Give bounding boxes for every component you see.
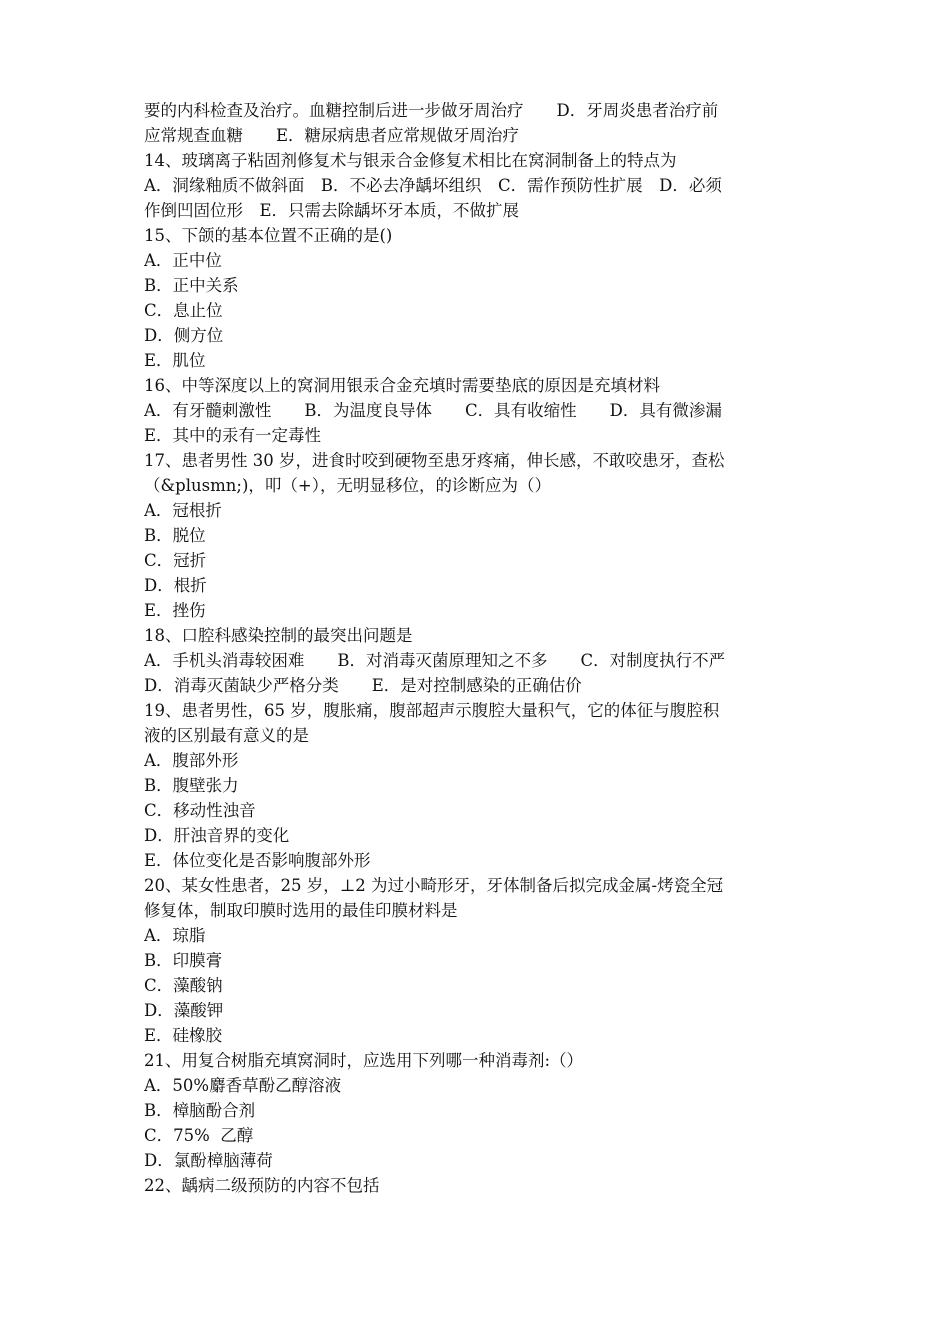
text-line: C．藻酸钠 <box>144 976 223 995</box>
text-line: E．挫伤 <box>144 601 206 620</box>
text-line: A．冠根折 <box>144 501 222 520</box>
text-line: B．腹壁张力 <box>144 776 239 795</box>
text-line: （&plusmn;)，叩（+），无明显移位，的诊断应为（） <box>144 476 551 495</box>
document-body <box>144 98 810 1198</box>
text-line: A．有牙髓刺激性 B．为温度良导体 C．具有收缩性 D．具有微渗漏 <box>144 401 722 420</box>
text-line: B．脱位 <box>144 526 206 545</box>
text-line: 20、某女性患者，25 岁，⊥2 为过小畸形牙，牙体制备后拟完成金属-烤瓷全冠 <box>144 876 724 895</box>
text-line: E．其中的汞有一定毒性 <box>144 426 322 445</box>
text-line: 17、患者男性 30 岁，进食时咬到硬物至患牙疼痛，伸长感，不敢咬患牙，查松 <box>144 451 725 470</box>
text-line: 21、用复合树脂充填窝洞时，应选用下列哪一种消毒剂:（） <box>144 1051 584 1070</box>
text-line: C．息止位 <box>144 301 223 320</box>
text-line: 18、口腔科感染控制的最突出问题是 <box>144 626 413 645</box>
text-line: E．肌位 <box>144 351 206 370</box>
text-line: D．肝浊音界的变化 <box>144 826 290 845</box>
text-line: A．腹部外形 <box>144 751 239 770</box>
text-line: C．移动性浊音 <box>144 801 256 820</box>
text-line: A．琼脂 <box>144 926 206 945</box>
text-line: 22、龋病二级预防的内容不包括 <box>144 1176 380 1195</box>
text-line: B．印膜膏 <box>144 951 223 970</box>
text-line: D．藻酸钾 <box>144 1001 224 1020</box>
text-line: 16、中等深度以上的窝洞用银汞合金充填时需要垫底的原因是充填材料 <box>144 376 660 395</box>
text-line: 19、患者男性，65 岁，腹胀痛，腹部超声示腹腔大量积气，它的体征与腹腔积 <box>144 701 720 720</box>
text-line: 15、下颌的基本位置不正确的是() <box>144 226 393 245</box>
text-line: 14、玻璃离子粘固剂修复术与银汞合金修复术相比在窝洞制备上的特点为 <box>144 151 677 170</box>
text-line: B．樟脑酚合剂 <box>144 1101 256 1120</box>
text-line: D．根折 <box>144 576 207 595</box>
text-line: E．硅橡胶 <box>144 1026 223 1045</box>
text-line: 应常规查血糖 E．糖尿病患者应常规做牙周治疗 <box>144 126 520 145</box>
text-line: A．50%麝香草酚乙醇溶液 <box>144 1076 342 1095</box>
text-line: D．氯酚樟脑薄荷 <box>144 1151 273 1170</box>
text-line: E．体位变化是否影响腹部外形 <box>144 851 371 870</box>
text-line: 要的内科检查及治疗。血糖控制后进一步做牙周治疗 D．牙周炎患者治疗前 <box>144 101 719 120</box>
text-line: B．正中关系 <box>144 276 239 295</box>
text-line: D．侧方位 <box>144 326 224 345</box>
text-line: 作倒凹固位形 E．只需去除龋坏牙本质，不做扩展 <box>144 201 520 220</box>
text-line: A．洞缘釉质不做斜面 B．不必去净龋坏组织 C．需作预防性扩展 D．必须 <box>144 176 722 195</box>
text-line: 修复体，制取印膜时选用的最佳印膜材料是 <box>144 901 458 920</box>
text-line: A．正中位 <box>144 251 222 270</box>
text-line: C．冠折 <box>144 551 207 570</box>
text-line: C．75% 乙醇 <box>144 1126 254 1145</box>
text-line: A．手机头消毒较困难 B．对消毒灭菌原理知之不多 C．对制度执行不严 <box>144 651 726 670</box>
text-line: D．消毒灭菌缺少严格分类 E．是对控制感染的正确估价 <box>144 676 582 695</box>
text-line: 液的区别最有意义的是 <box>144 726 309 745</box>
